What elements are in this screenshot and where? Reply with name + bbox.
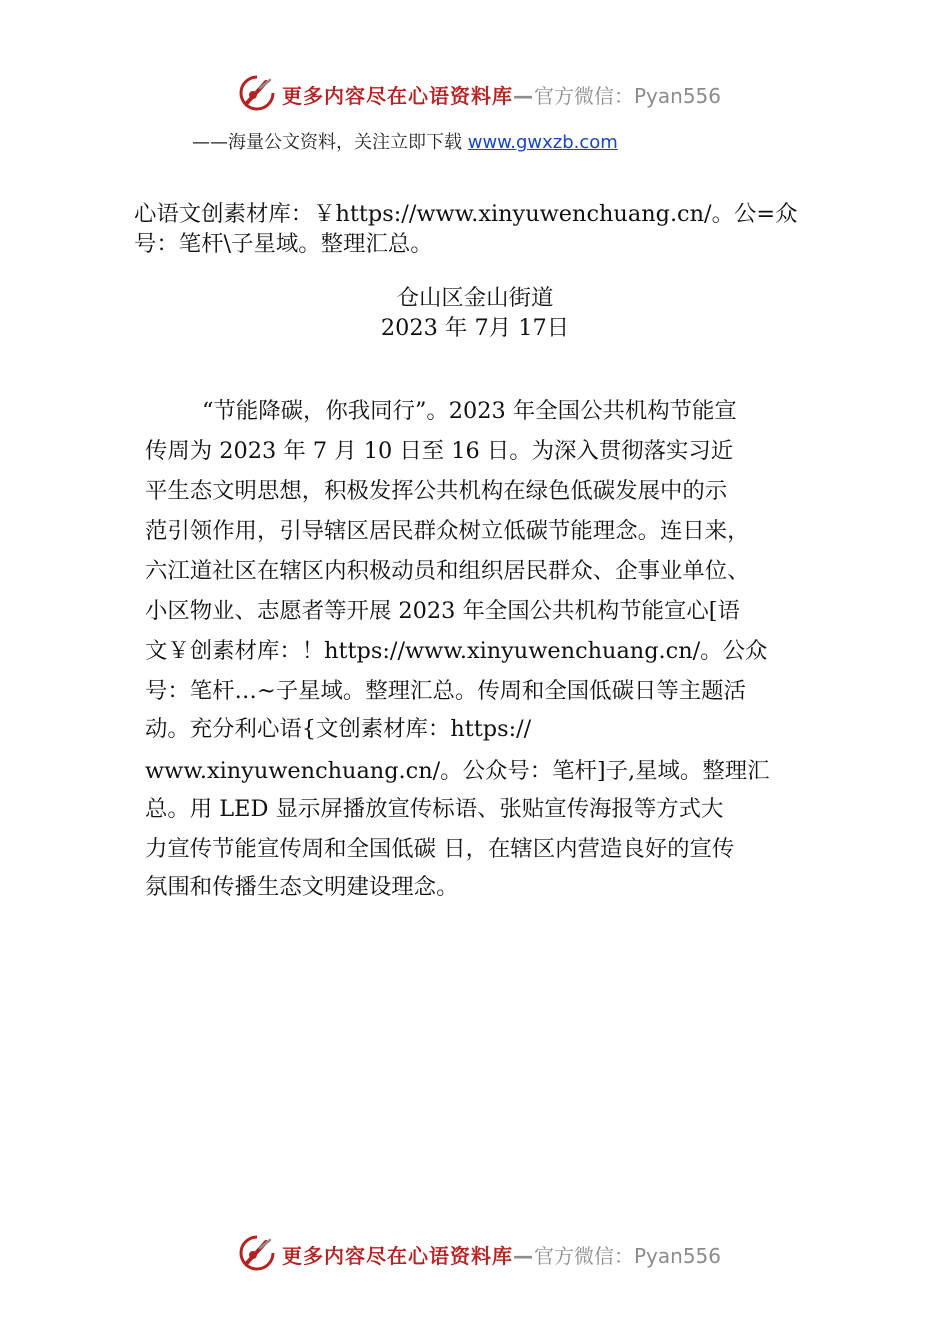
intro-line: 心语文创素材库：￥https://www.xinyuwenchuang.cn/。公=众 <box>134 201 798 227</box>
banner-title: 更多内容尽在心语资料库 <box>282 1244 513 1268</box>
banner-title: 更多内容尽在心语资料库 <box>282 84 513 108</box>
body-line: 小区物业、志愿者等开展 2023 年全国公共机构节能宣心[语 <box>145 598 740 624</box>
download-text: ——海量公文资料，关注立即下载 <box>192 132 468 153</box>
banner-text <box>282 80 721 109</box>
date-line: 2023 年 7月 17日 <box>380 315 570 341</box>
body-line: “节能降碳，你我同行”。2023 年全国公共机构节能宣 <box>202 398 737 424</box>
brush-logo-icon <box>238 74 276 112</box>
body-line: 号：笔杆…~子星域。整理汇总。传周和全国低碳日等主题活 <box>145 678 746 704</box>
body-line: 文￥创素材库：！https://www.xinyuwenchuang.cn/。公众 <box>145 638 768 664</box>
body-line: 力宣传节能宣传周和全国低碳 日，在辖区内营造良好的宣传 <box>145 836 735 862</box>
download-link[interactable]: www.gwxzb.com <box>467 132 618 153</box>
intro-line: 号：笔杆\子星域。整理汇总。 <box>134 231 433 257</box>
body-line: 氛围和传播生态文明建设理念。 <box>145 874 459 900</box>
body-line: 动。充分利心语{文创素材库：https:// <box>145 716 532 742</box>
body-line: 总。用 LED 显示屏播放宣传标语、张贴宣传海报等方式大 <box>145 796 724 822</box>
body-line: 范引领作用，引导辖区居民群众树立低碳节能理念。连日来， <box>145 518 750 544</box>
body-line: www.xinyuwenchuang.cn/。公众号：笔杆]子,星域。整理汇 <box>145 758 770 784</box>
banner-text <box>282 1240 721 1269</box>
location-line: 仓山区金山街道 <box>396 285 554 311</box>
download-line <box>192 128 618 154</box>
brush-logo-icon <box>238 1234 276 1272</box>
banner-dash: — <box>513 84 534 108</box>
footer-banner <box>0 1232 950 1276</box>
banner-dash: — <box>513 1244 534 1268</box>
banner-wechat: 官方微信：Pyan556 <box>534 84 722 108</box>
body-line: 六江道社区在辖区内积极动员和组织居民群众、企事业单位、 <box>145 558 750 584</box>
banner-wechat: 官方微信：Pyan556 <box>534 1244 722 1268</box>
body-line: 传周为 2023 年 7 月 10 日至 16 日。为深入贯彻落实习近 <box>145 438 734 464</box>
body-line: 平生态文明思想，积极发挥公共机构在绿色低碳发展中的示 <box>145 478 728 504</box>
header-banner <box>0 72 950 116</box>
